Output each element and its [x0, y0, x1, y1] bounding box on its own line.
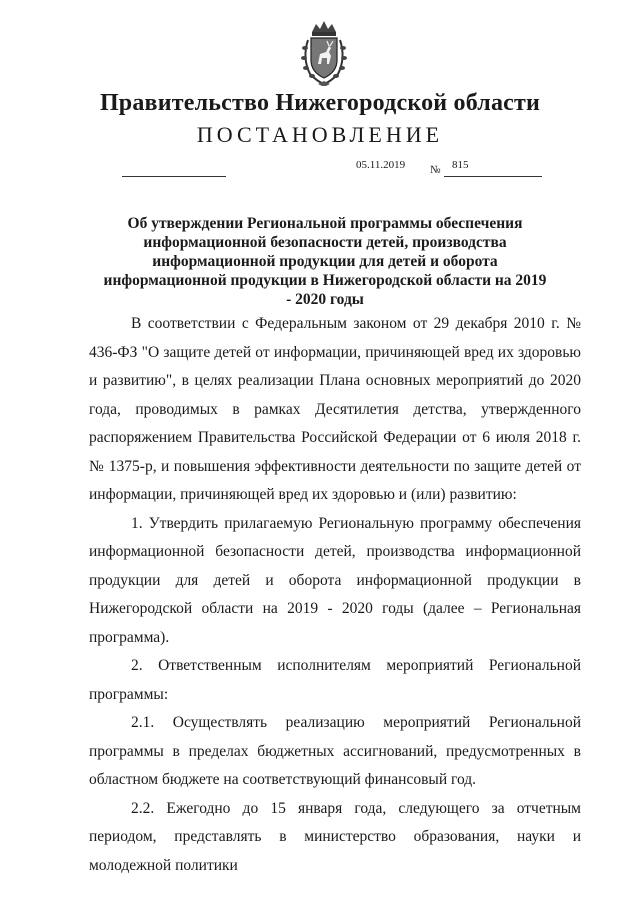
date-underline-left [122, 176, 226, 177]
document-body [89, 310, 581, 880]
paragraph-preamble: В соответствии с Федеральным законом от 29 декабря 2010 г. № 436-ФЗ "О защите детей от информации, причиняющей вред их здоровью и развитию", в целях реализации Плана основных мероприятий до 2020 года, проводимых в рамках Десятилетия детства, утвержденного распоряжением Правительства Российской Федерации от 6 июля 2018 г. № 1375-р, и повышения эффективности деятельности по защите детей от информации, причиняющей вред их здоровью и (или) развитию: [89, 315, 581, 503]
paragraph-item-1: 1. Утвердить прилагаемую Региональную программу обеспечения информационной безопасности детей, производства информационной продукции для детей и оборота информационной продукции в Нижегородской области на 2019 - 2020 годы (далее – Региональная программа). [89, 514, 581, 646]
document-type: ПОСТАНОВЛЕНИЕ [196, 122, 444, 147]
document-date: 05.11.2019 [356, 159, 406, 171]
document-heading: Об утверждении Региональной программы обеспечения информационной безопасности детей, производства информационной продукции для детей и оборота информационной продукции в Нижегородской области на 2019 - 2020 годы [103, 215, 547, 308]
document-number: 815 [452, 159, 469, 171]
coat-of-arms-emblem [296, 18, 352, 88]
number-sign: № [430, 164, 441, 176]
paragraph-item-2-1: 2.1. Осуществлять реализацию мероприятий Региональной программы в пределах бюджетных ассигнований, предусмотренных в областном бюджете на соответствующий финансовый год. [89, 714, 581, 788]
paragraph-item-2: 2. Ответственным исполнителям мероприятий Региональной программы: [89, 657, 581, 703]
paragraph-item-2-2: 2.2. Ежегодно до 15 января года, следующего за отчетным периодом, представлять в министерство образования, науки и молодежной политики [89, 799, 581, 874]
organization-title: Правительство Нижегородской области [99, 90, 541, 116]
number-underline [444, 176, 542, 177]
